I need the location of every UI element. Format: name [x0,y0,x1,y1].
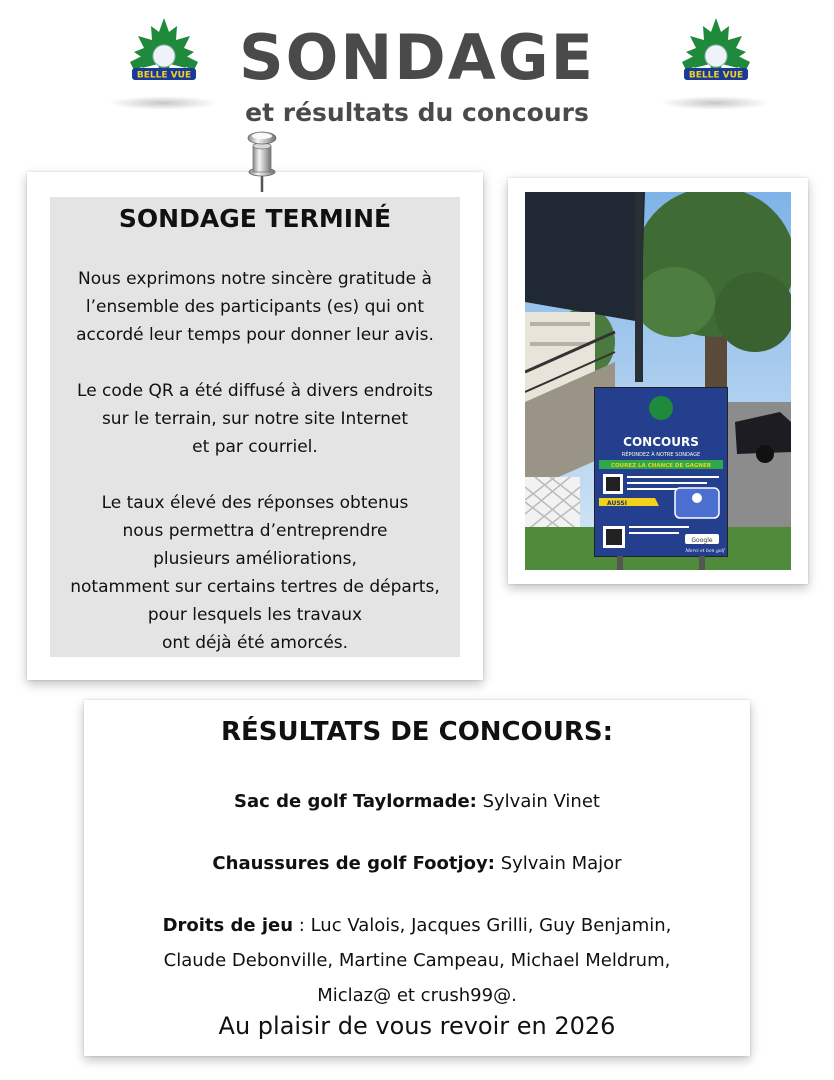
survey-title: SONDAGE TERMINÉ [118,204,392,233]
prize-label: Droits de jeu [162,915,294,936]
prize-winner: Sylvain Vinet [476,791,600,812]
survey-card [27,172,483,680]
survey-paragraph-1 [34,265,476,349]
text-line: plusieurs améliorations, [153,549,357,569]
contest-sign-photo [525,192,791,570]
prize-label: Chaussures de golf Footjoy: [212,853,495,874]
text-line: l’ensemble des participants (es) qui ont [85,297,425,317]
sign-title: CONCOURS [623,435,699,449]
prize-footjoy [84,848,750,880]
sign-aussi: AUSSI [607,500,627,507]
text-line: pour lesquels les travaux [147,605,363,625]
push-pin-icon [238,128,282,194]
logo-text-left: BELLE VUE [136,70,192,81]
prize-taylormade [84,786,750,818]
text-line: accordé leur temps pour donner leur avis. [76,325,434,345]
page-subtitle: et résultats du concours [245,98,589,127]
prize-droits-de-jeu [84,908,750,1013]
sign-google: Google [691,537,713,544]
sign-merci: Merci et bon golf [685,549,725,554]
prize-winner: Miclaz@ et crush99@. [317,985,517,1006]
survey-paragraph-2 [34,377,476,461]
survey-panel [50,197,460,657]
text-line: nous permettra d’entreprendre [122,521,388,541]
text-line: Le code QR a été diffusé à divers endroits [77,381,433,401]
logo-text-right: BELLE VUE [688,70,744,81]
page-title: SONDAGE [239,21,595,94]
results-title: RÉSULTATS DE CONCOURS: [221,717,613,747]
sign-subtitle: RÉPONDEZ À NOTRE SONDAGE [621,452,701,458]
prize-winner: Sylvain Major [494,853,622,874]
results-card [84,700,750,1056]
text-line: et par courriel. [192,437,318,457]
survey-paragraph-3 [34,489,476,657]
sign-band: COUREZ LA CHANCE DE GAGNER [610,463,712,469]
prize-winner: Claude Debonville, Martine Campeau, Michael Meldrum, [163,950,671,971]
survey-text [34,265,476,657]
closing-message: Au plaisir de vous revoir en 2026 [218,1012,616,1040]
text-line: notamment sur certains tertres de départs, [70,577,440,597]
text-line: sur le terrain, sur notre site Internet [101,409,409,429]
text-line: Nous exprimons notre sincère gratitude à [78,269,432,289]
prize-label: Sac de golf Taylormade: [234,791,477,812]
photo-card [508,178,808,584]
text-line: ont déjà été amorcés. [161,633,349,653]
prize-winner: : Luc Valois, Jacques Grilli, Guy Benjamin, [293,915,672,936]
text-line: Le taux élevé des réponses obtenus [101,493,409,513]
